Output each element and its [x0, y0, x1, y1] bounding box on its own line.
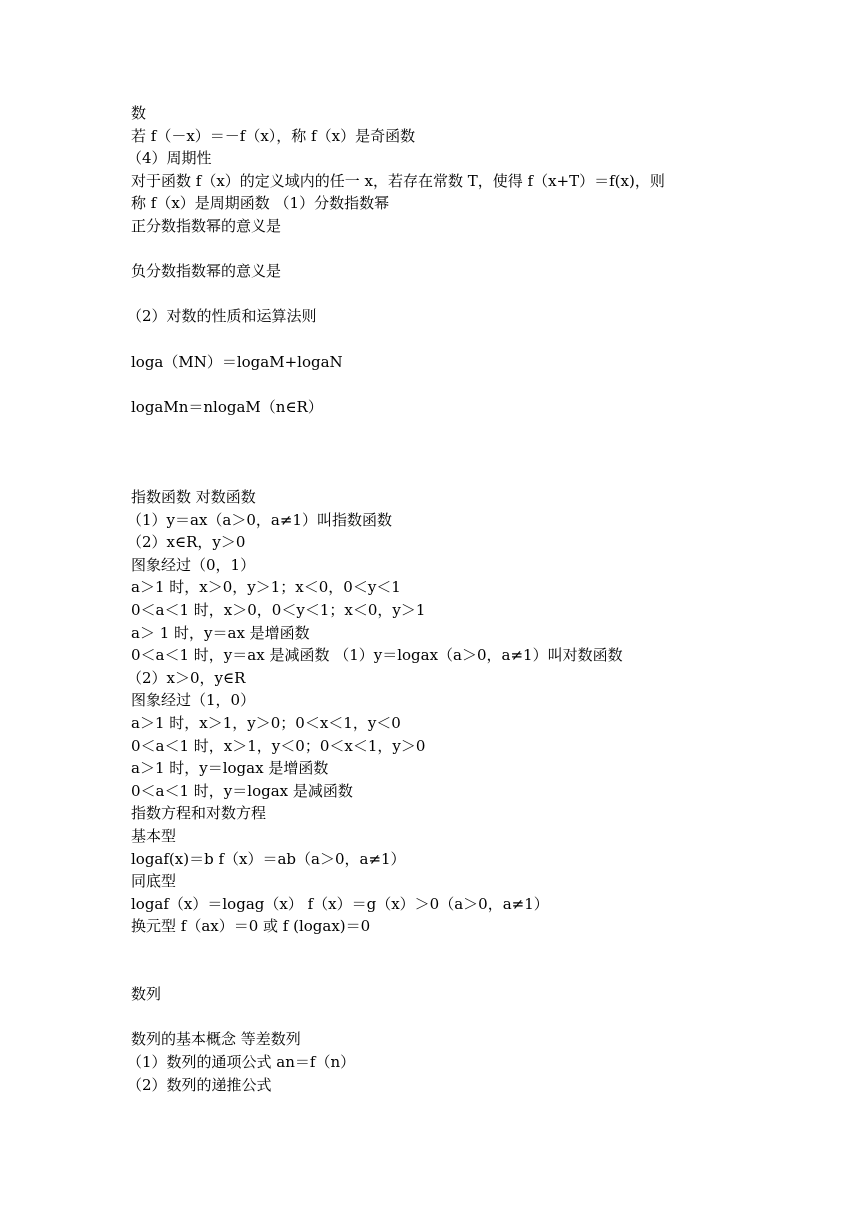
text-line: 基本型: [131, 827, 177, 845]
section-heading: 数列的基本概念 等差数列: [131, 1030, 301, 1049]
text-line: a＞ 1 时，y＝ax 是增函数: [131, 623, 310, 642]
text-line: （2）数列的递推公式: [127, 1075, 272, 1094]
text-line: （2）对数的性质和运算法则: [127, 307, 317, 326]
blank-line: [131, 464, 751, 487]
text-line: a＞1 时，x＞1，y＞0；0＜x＜1，y＜0: [131, 714, 401, 733]
text-line: （2）x∈R，y＞0: [127, 533, 246, 552]
text-line: （1）数列的通项公式 an＝f（n）: [127, 1052, 356, 1071]
text-line: logaf(x)＝b f（x）＝ab（a＞0，a≠1）: [131, 849, 406, 868]
blank-line: [131, 418, 751, 441]
text-line: logaf（x）＝logag（x） f（x）＝g（x）＞0（a＞0，a≠1）: [131, 894, 549, 913]
text-line: loga（MN）＝logaM+logaN: [131, 352, 343, 371]
text-line: 0＜a＜1 时，x＞0，0＜y＜1；x＜0，y＞1: [131, 601, 426, 620]
document-page: [127, 102, 751, 1096]
text-line: 称 f（x）是周期函数 （1）分数指数幂: [131, 194, 390, 213]
blank-line: [131, 283, 751, 306]
text-line: （4）周期性: [127, 149, 212, 168]
text-line: a＞1 时，y＝logax 是增函数: [131, 759, 329, 778]
text-line: 数: [131, 104, 147, 122]
blank-line: [131, 238, 751, 261]
section-heading: 指数函数 对数函数: [131, 488, 256, 507]
text-line: 图象经过（0，1）: [131, 555, 256, 574]
section-heading: 数列: [131, 985, 162, 1004]
text-line: 0＜a＜1 时，x＞1，y＜0；0＜x＜1，y＞0: [131, 736, 426, 755]
text-line: （2）x＞0，y∈R: [127, 668, 246, 687]
blank-line: [131, 373, 751, 396]
text-line: 负分数指数幂的意义是: [131, 262, 282, 281]
blank-line: [131, 328, 751, 351]
blank-line: [131, 938, 751, 961]
section-heading: 指数方程和对数方程: [131, 804, 267, 823]
text-line: 对于函数 f（x）的定义域内的任一 x，若存在常数 T，使得 f（x+T）＝f(x)，则: [131, 171, 665, 190]
text-line: 图象经过（1，0）: [131, 691, 256, 710]
text-line: （1）y＝ax（a＞0，a≠1）叫指数函数: [127, 510, 392, 529]
text-line: 正分数指数幂的意义是: [131, 216, 282, 235]
text-line: logaMn＝nlogaM（n∈R）: [131, 397, 323, 416]
blank-line: [131, 1006, 751, 1029]
text-line: 0＜a＜1 时，y＝ax 是减函数 （1）y＝logax（a＞0，a≠1）叫对数函数: [131, 646, 623, 665]
text-line: 0＜a＜1 时，y＝logax 是减函数: [131, 781, 353, 800]
text-line: 换元型 f（ax）＝0 或 f (logax)＝0: [131, 917, 371, 936]
text-line: 同底型: [131, 872, 177, 891]
blank-line: [131, 961, 751, 984]
blank-line: [131, 441, 751, 464]
text-line: a＞1 时，x＞0，y＞1；x＜0，0＜y＜1: [131, 578, 401, 597]
text-line: 若 f（－x）＝－f（x），称 f（x）是奇函数: [131, 126, 416, 145]
